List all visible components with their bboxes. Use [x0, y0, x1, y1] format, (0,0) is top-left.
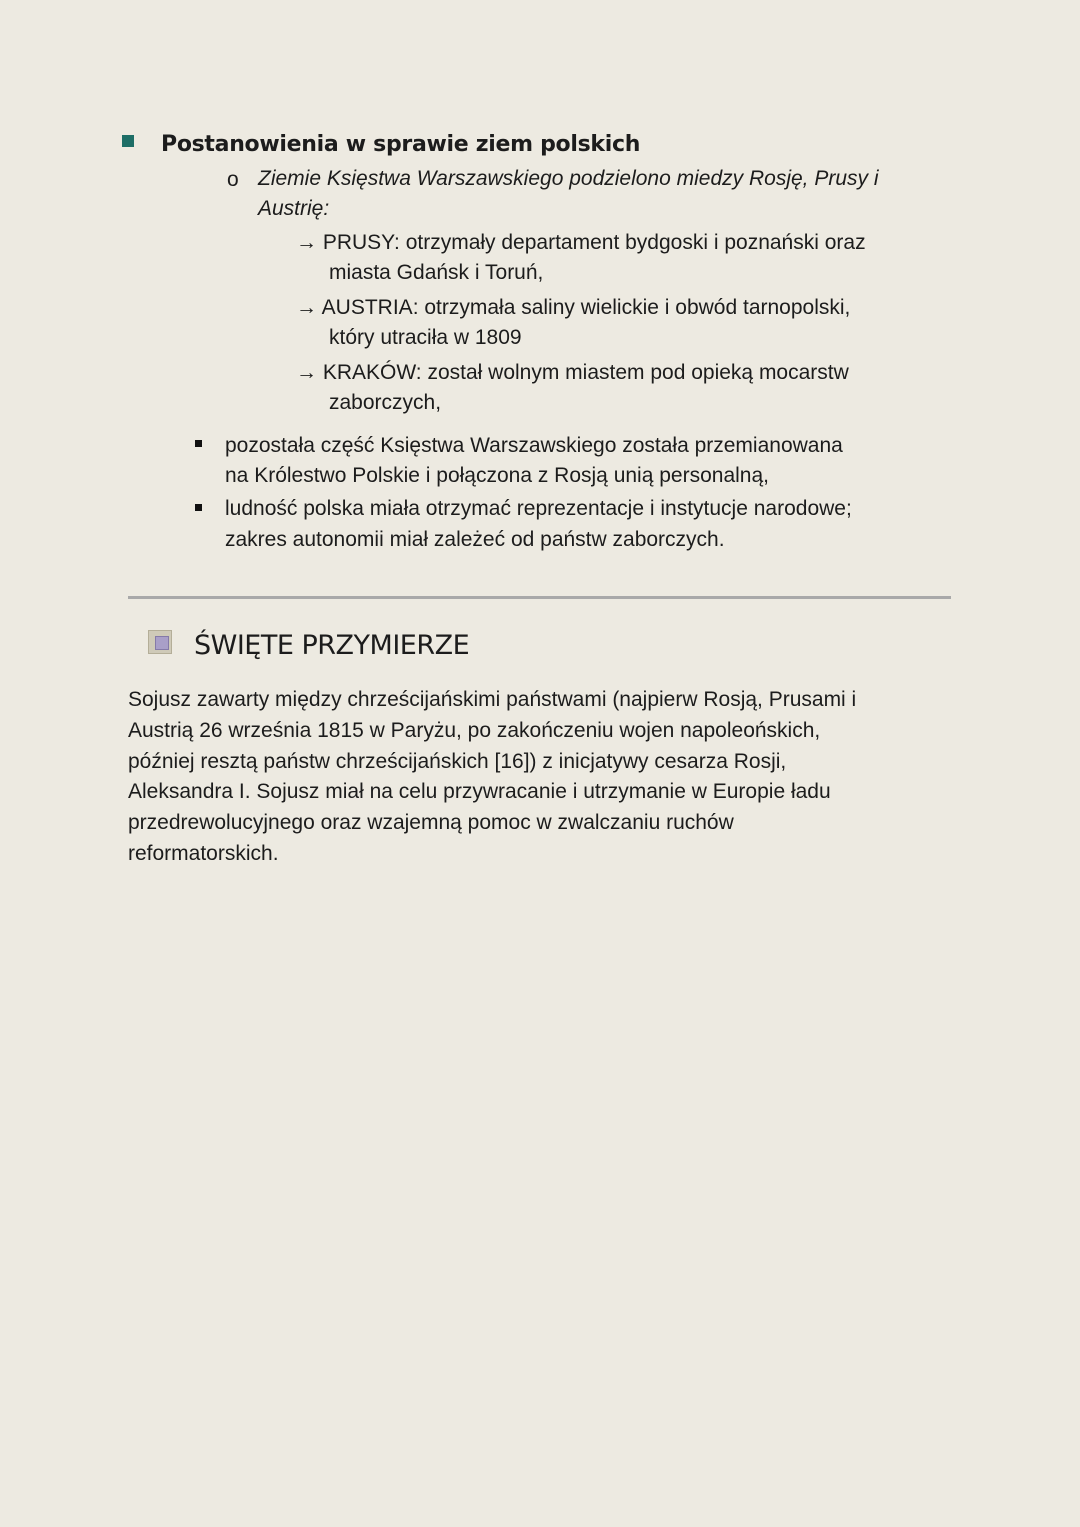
bullet-item-line: ludność polska miała otrzymać reprezentacje i instytucje narodowe; [225, 497, 852, 520]
paragraph-line: reformatorskich. [128, 842, 279, 865]
section-heading: Postanowienia w sprawie ziem polskich [161, 132, 641, 157]
bullet-item-line: zakres autonomii miał zależeć od państw zaborczych. [225, 528, 725, 551]
arrow-item-austria: → AUSTRIA: otrzymała saliny wielickie i obwód tarnopolski, [296, 296, 851, 319]
sub-item-line: Ziemie Księstwa Warszawskiego podzielono miedzy Rosję, Prusy i [258, 167, 879, 190]
arrow-item-austria-cont: który utraciła w 1809 [329, 326, 522, 349]
arrow-item-prusy: → PRUSY: otrzymały departament bydgoski i poznański oraz [296, 231, 866, 254]
square-bullet-icon [195, 440, 202, 447]
sub-item-line: Austrię: [258, 197, 330, 220]
paragraph-line: przedrewolucyjnego oraz wzajemną pomoc w zwalczaniu ruchów [128, 811, 734, 834]
paragraph-line: Aleksandra I. Sojusz miał na celu przywracanie i utrzymanie w Europie ładu [128, 780, 831, 803]
arrow-item-krakow: → KRAKÓW: został wolnym miastem pod opieką mocarstw [296, 361, 849, 384]
circle-bullet: o [227, 168, 239, 191]
paragraph-line: później resztą państw chrześcijańskich [16]) z inicjatywy cesarza Rosji, [128, 750, 787, 773]
document-icon [148, 630, 172, 654]
square-bullet-icon [195, 504, 202, 511]
section-title: ŚWIĘTE PRZYMIERZE [194, 630, 470, 661]
bullet-item-line: pozostała część Księstwa Warszawskiego została przemianowana [225, 434, 843, 457]
section-divider [128, 596, 951, 599]
heading-bullet-icon [122, 135, 134, 147]
arrow-item-prusy-cont: miasta Gdańsk i Toruń, [329, 261, 544, 284]
paragraph-line: Austrią 26 września 1815 w Paryżu, po zakończeniu wojen napoleońskich, [128, 719, 821, 742]
paragraph-line: Sojusz zawarty między chrześcijańskimi państwami (najpierw Rosją, Prusami i [128, 688, 857, 711]
bullet-item-line: na Królestwo Polskie i połączona z Rosją unią personalną, [225, 464, 769, 487]
arrow-item-krakow-cont: zaborczych, [329, 391, 442, 414]
